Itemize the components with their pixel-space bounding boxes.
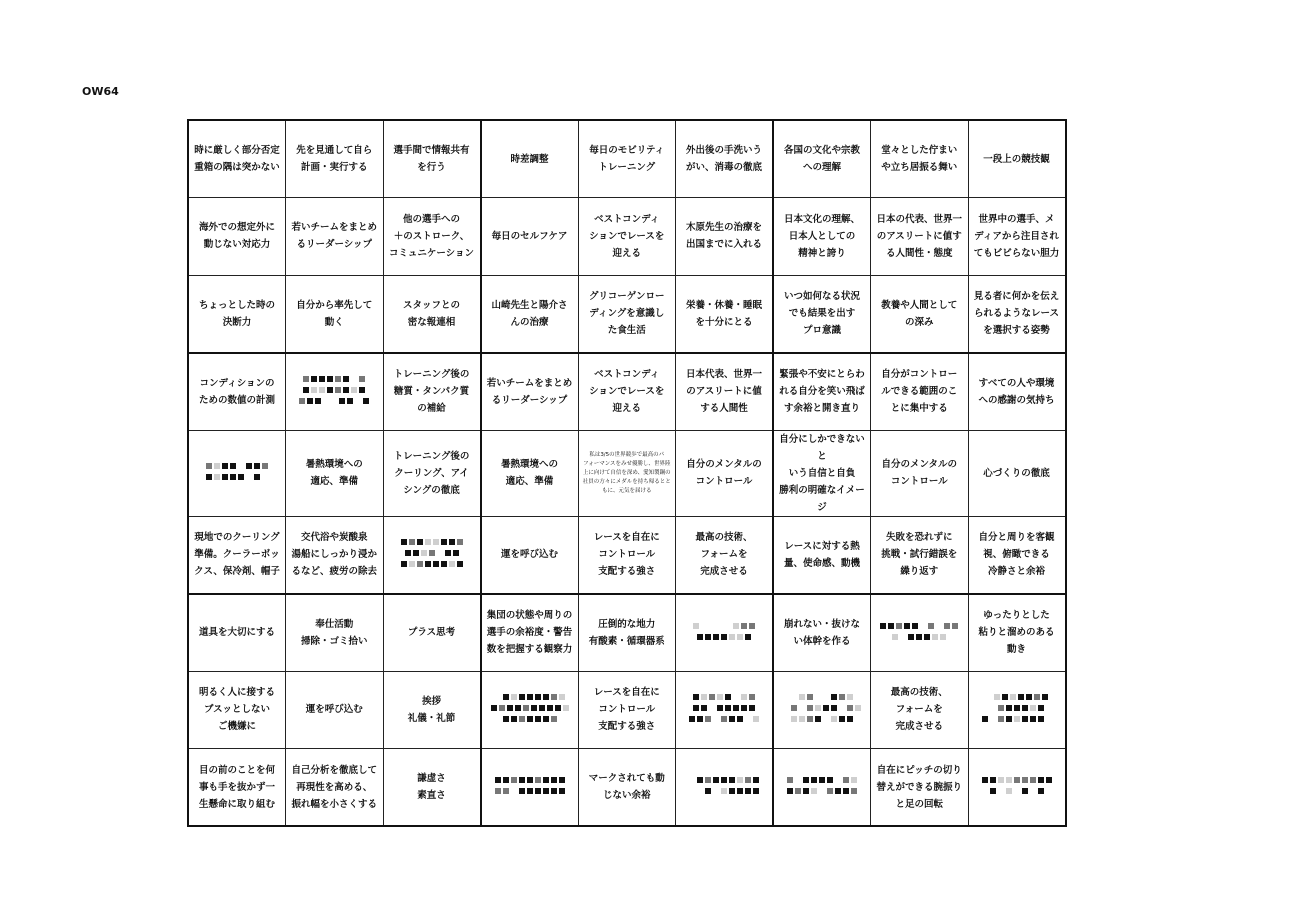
redacted-pixelated-text xyxy=(981,773,1053,798)
grid-cell: 日本の代表、世界一 のアスリートに値す る人間性・態度 xyxy=(871,198,969,276)
grid-cell: 最高の技術、 フォームを 完成させる xyxy=(871,671,969,749)
grid-cell: いつ如何なる状況 でも結果を出す プロ意識 xyxy=(773,275,871,353)
grid-row xyxy=(188,353,1066,431)
grid-cell: 海外での想定外に 動じない対応力 xyxy=(188,198,286,276)
redacted-pixelated-text xyxy=(494,773,566,798)
grid-cell: 道具を大切にする xyxy=(188,594,286,672)
grid-cell xyxy=(968,671,1066,749)
grid-cell xyxy=(481,749,579,827)
grid-cell: 時差調整 xyxy=(481,120,579,198)
grid-cell: 世界中の選手、メ ディアから注目され てもビビらない胆力 xyxy=(968,198,1066,276)
grid-cell: ベストコンディ ションでレースを 迎える xyxy=(578,353,676,431)
grid-cell xyxy=(773,749,871,827)
grid-cell: 交代浴や炭酸泉 湯船にしっかり浸か るなど、疲労の除去 xyxy=(286,516,384,594)
grid-cell: 心づくりの徹底 xyxy=(968,430,1066,516)
grid-cell: 他の選手への ＋のストローク、 コミュニケーション xyxy=(383,198,481,276)
grid-cell: 緊張や不安にとらわ れる自分を笑い飛ば す余裕と開き直り xyxy=(773,353,871,431)
grid-cell: 現地でのクーリング 準備。クーラーボッ クス、保冷剤、帽子 xyxy=(188,516,286,594)
grid-cell: 毎日のモビリティ トレーニング xyxy=(578,120,676,198)
grid-cell xyxy=(676,671,774,749)
redacted-pixelated-text xyxy=(692,619,756,644)
grid-cell: 謙虚さ 素直さ xyxy=(383,749,481,827)
grid-cell: ベストコンディ ションでレースを 迎える xyxy=(578,198,676,276)
grid-cell: マークされても動 じない余裕 xyxy=(578,749,676,827)
grid-cell: 自分から率先して 動く xyxy=(286,275,384,353)
grid-row xyxy=(188,275,1066,353)
grid-cell: スタッフとの 密な報連相 xyxy=(383,275,481,353)
grid-cell: トレーニング後の 糖質・タンパク質 の補給 xyxy=(383,353,481,431)
redacted-pixelated-text xyxy=(688,773,760,798)
grid-cell xyxy=(286,353,384,431)
redacted-pixelated-text xyxy=(981,690,1053,726)
grid-cell xyxy=(676,594,774,672)
grid-cell: 集団の状態や周りの 選手の余裕度・警告 数を把握する観察力 xyxy=(481,594,579,672)
grid-cell: グリコーゲンロー ディングを意識し た食生活 xyxy=(578,275,676,353)
grid-cell: 見る者に何かを伝え られるようなレース を選択する姿勢 xyxy=(968,275,1066,353)
grid-cell: 自分のメンタルの コントロール xyxy=(871,430,969,516)
grid-cell: コンディションの ための数値の計測 xyxy=(188,353,286,431)
grid-cell xyxy=(773,671,871,749)
grid-cell: 日本文化の理解、 日本人としての 精神と誇り xyxy=(773,198,871,276)
grid-cell: すべての人や環境 への感謝の気持ち xyxy=(968,353,1066,431)
grid-cell: 自分と周りを客観 視、俯瞰できる 冷静さと余裕 xyxy=(968,516,1066,594)
redacted-pixelated-text xyxy=(786,773,858,798)
grid-cell xyxy=(188,430,286,516)
grid-cell: 外出後の手洗いう がい、消毒の徹底 xyxy=(676,120,774,198)
grid-cell: レースを自在に コントロール 支配する強さ xyxy=(578,516,676,594)
grid-row xyxy=(188,430,1066,516)
grid-cell: レースを自在に コントロール 支配する強さ xyxy=(578,671,676,749)
grid-cell xyxy=(676,749,774,827)
grid-row xyxy=(188,671,1066,749)
grid-cell xyxy=(968,749,1066,827)
grid-row xyxy=(188,198,1066,276)
grid-cell xyxy=(481,671,579,749)
redacted-pixelated-text xyxy=(490,690,570,726)
grid-cell: 運を呼び込む xyxy=(481,516,579,594)
grid-cell: 毎日のセルフケア xyxy=(481,198,579,276)
grid-cell: 挨拶 礼儀・礼節 xyxy=(383,671,481,749)
grid-cell: 崩れない・抜けな い体幹を作る xyxy=(773,594,871,672)
grid-row xyxy=(188,516,1066,594)
grid-row xyxy=(188,120,1066,198)
grid-cell: レースに対する熱 量、使命感、動機 xyxy=(773,516,871,594)
redacted-pixelated-text xyxy=(688,690,760,726)
grid-cell xyxy=(383,516,481,594)
redacted-pixelated-text xyxy=(782,690,862,726)
grid-cell: トレーニング後の クーリング、アイ シングの徹底 xyxy=(383,430,481,516)
grid-cell xyxy=(871,594,969,672)
grid-cell: 自在にピッチの切り 替えができる腕振り と足の回転 xyxy=(871,749,969,827)
grid-cell: 自分がコントロー ルできる範囲のこ とに集中する xyxy=(871,353,969,431)
redacted-pixelated-text xyxy=(298,372,370,408)
grid-cell: 若いチームをまとめ るリーダーシップ xyxy=(286,198,384,276)
grid-cell: 圧倒的な地力 有酸素・循環器系 xyxy=(578,594,676,672)
grid-cell: 木原先生の治療を 出国までに入れる xyxy=(676,198,774,276)
grid-cell: 栄養・休養・睡眠 を十分にとる xyxy=(676,275,774,353)
grid-cell: 奉仕活動 掃除・ゴミ拾い xyxy=(286,594,384,672)
grid-cell: 日本代表、世界一 のアスリートに値 する人間性 xyxy=(676,353,774,431)
grid-cell: 堂々とした佇まい や立ち居振る舞い xyxy=(871,120,969,198)
mandala-grid xyxy=(187,119,1067,827)
document-code: OW64 xyxy=(82,85,119,98)
grid-cell: 若いチームをまとめ るリーダーシップ xyxy=(481,353,579,431)
grid-cell: 選手間で情報共有 を行う xyxy=(383,120,481,198)
grid-row xyxy=(188,749,1066,827)
grid-cell: 自己分析を徹底して 再現性を高める、 振れ幅を小さくする xyxy=(286,749,384,827)
grid-cell: 目の前のことを何 事も手を抜かず一 生懸命に取り組む xyxy=(188,749,286,827)
grid-row xyxy=(188,594,1066,672)
grid-cell: ちょっとした時の 決断力 xyxy=(188,275,286,353)
grid-cell: 失敗を恐れずに 挑戦・試行錯誤を 繰り返す xyxy=(871,516,969,594)
redacted-pixelated-text xyxy=(400,535,464,571)
grid-cell: 私は3/5の世界競歩で最高のパ フォーマンスをみせ優勝し、世界陸 上に向けて自信を深め、愛知製鋼の 社員の方々にメダルを持ち帰るとと もに、元気を届ける xyxy=(578,430,676,516)
grid-cell: 各国の文化や宗教 への理解 xyxy=(773,120,871,198)
grid-cell: プラス思考 xyxy=(383,594,481,672)
grid-cell: 時に厳しく部分否定 重箱の隅は突かない xyxy=(188,120,286,198)
grid-cell: ゆったりとした 粘りと溜めのある 動き xyxy=(968,594,1066,672)
grid-cell: 明るく人に接する ブスッとしない ご機嫌に xyxy=(188,671,286,749)
grid-cell: 教養や人間として の深み xyxy=(871,275,969,353)
grid-cell: 自分にしかできないと いう自信と自負 勝利の明確なイメージ xyxy=(773,430,871,516)
redacted-pixelated-text xyxy=(205,459,269,484)
redacted-pixelated-text xyxy=(879,619,959,644)
grid-cell: 最高の技術、 フォームを 完成させる xyxy=(676,516,774,594)
grid-cell: 山崎先生と陽介さ んの治療 xyxy=(481,275,579,353)
grid-cell: 暑熱環境への 適応、準備 xyxy=(286,430,384,516)
grid-cell: 先を見通して自ら 計画・実行する xyxy=(286,120,384,198)
grid-cell: 自分のメンタルの コントロール xyxy=(676,430,774,516)
grid-cell: 運を呼び込む xyxy=(286,671,384,749)
grid-cell: 一段上の競技観 xyxy=(968,120,1066,198)
grid-cell: 暑熱環境への 適応、準備 xyxy=(481,430,579,516)
